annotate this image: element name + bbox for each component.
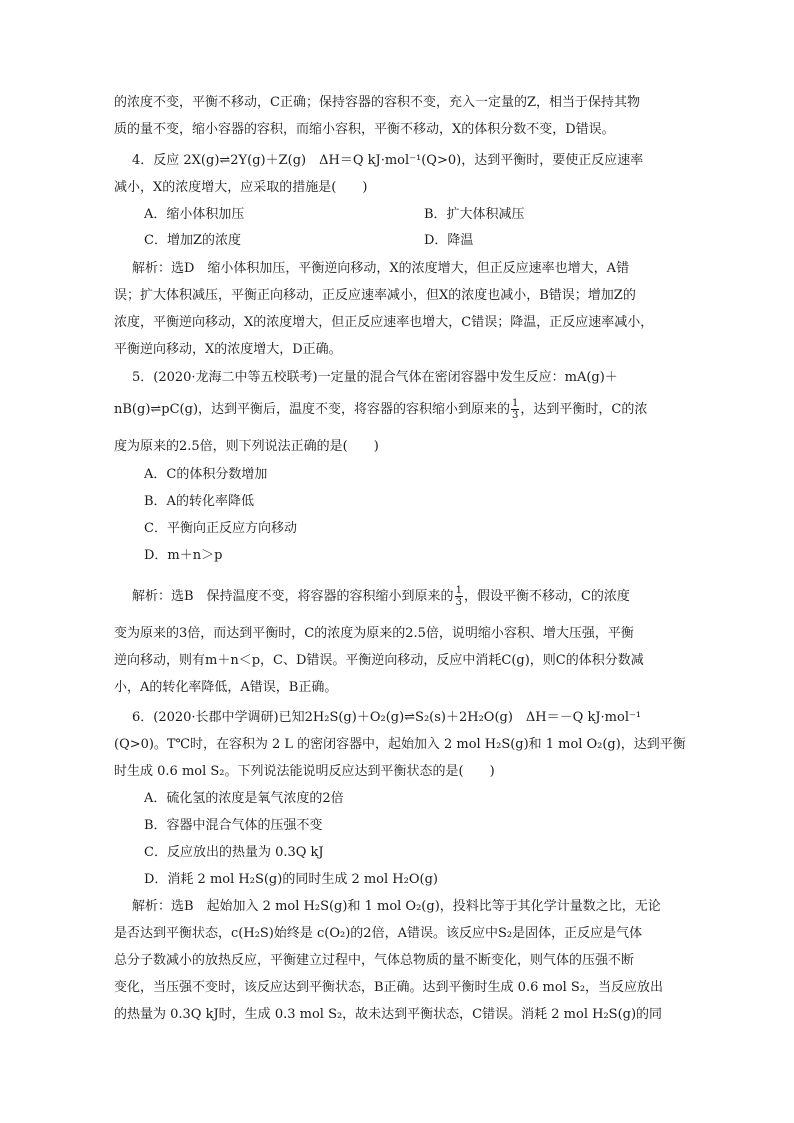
q6-analysis-line-4: 变化，当压强不变时，该反应达到平衡状态，B正确。达到平衡时生成 0.6 mol S₂，当反应放出 xyxy=(114,980,664,995)
q5-analysis-line-4: 小，A的转化率降低，A错误，B正确。 xyxy=(114,680,338,695)
q4-analysis-line-3: 浓度，平衡逆向移动，X的浓度增大，但正反应速率也增大，C错误；降温，正反应速率减小， xyxy=(114,315,654,330)
q6-analysis-line-1: 解析：选B 起始加入 2 mol H₂S(g)和 1 mol O₂(g)，投料比等于其化学计量数之比，无论 xyxy=(132,899,661,914)
q5-option-a: A．C的体积分数增加 xyxy=(144,467,268,482)
q4-option-a: A．缩小体积加压 xyxy=(144,207,245,222)
q6-analysis-line-3: 总分子数减小的放热反应，平衡建立过程中，气体总物质的量不断变化，则气体的压强不断 xyxy=(114,953,635,968)
fraction-one-third: $\frac{1}{3}$ xyxy=(512,398,519,421)
q4-analysis-line-4: 平衡逆向移动，X的浓度增大，D正确。 xyxy=(114,342,342,357)
fraction-one-third-analysis: $\frac{1}{3}$ xyxy=(455,585,462,608)
q5-analysis-line-1-tail: ，假设平衡不移动，C的浓度 xyxy=(463,589,630,604)
q6-stem-line-2: (Q>0)。T℃时，在容积为 2 L 的密闭容器中，起始加入 2 mol H₂S(g)和 1 mol O₂(g)，达到平衡 xyxy=(114,737,686,752)
q5-option-d: D．m＋n＞p xyxy=(144,548,223,563)
q4-option-d: D．降温 xyxy=(424,233,474,248)
q6-option-c: C．反应放出的热量为 0.3Q kJ xyxy=(144,845,324,860)
q5-stem-line-2 xyxy=(114,398,647,421)
q4-analysis-line-1: 解析：选D 缩小体积加压，平衡逆向移动，X的浓度增大，但正反应速率也增大，A错 xyxy=(132,261,630,276)
intro-line-2: 质的量不变，缩小容器的容积，而缩小容积，平衡不移动，X的体积分数不变，D错误。 xyxy=(114,122,615,137)
q6-stem-line-3: 时生成 0.6 mol S₂。下列说法能说明反应达到平衡状态的是( ) xyxy=(114,764,495,779)
q5-stem-line-1: 5．(2020·龙海二中等五校联考)一定量的混合气体在密闭容器中发生反应：mA(g)＋ xyxy=(132,370,618,385)
q6-option-b: B．容器中混合气体的压强不变 xyxy=(144,818,323,833)
q5-analysis-line-1 xyxy=(132,585,630,608)
q5-stem-line-2-tail: ，达到平衡时，C的浓 xyxy=(520,402,648,417)
q6-stem-line-1: 6．(2020·长郡中学调研)已知2H₂S(g)＋O₂(g)⇌S₂(s)＋2H₂O(g) ΔH＝－Q kJ·mol⁻¹ xyxy=(132,710,642,725)
intro-line-1: 的浓度不变，平衡不移动，C正确；保持容器的容积不变，充入一定量的Z，相当于保持其物 xyxy=(114,95,640,110)
q5-option-c: C．平衡向正反应方向移动 xyxy=(144,521,297,536)
q4-stem-line-1: 4．反应 2X(g)⇌2Y(g)＋Z(g) ΔH＝Q kJ·mol⁻¹(Q>0)，达到平衡时，要使正反应速率 xyxy=(132,153,644,168)
q4-analysis-line-2: 误；扩大体积减压，平衡正向移动，正反应速率减小，但X的浓度也减小，B错误；增加Z的 xyxy=(114,288,636,303)
q5-option-b: B．A的转化率降低 xyxy=(144,494,254,509)
q5-stem-line-2-text: nB(g)⇌pC(g)，达到平衡后，温度不变，将容器的容积缩小到原来的 xyxy=(114,402,511,417)
q4-option-b: B．扩大体积减压 xyxy=(424,207,525,222)
q5-analysis-line-2: 变为原来的3倍，而达到平衡时，C的浓度为原来的2.5倍，说明缩小容积、增大压强，平衡 xyxy=(114,626,634,641)
q6-analysis-line-5: 的热量为 0.3Q kJ时，生成 0.3 mol S₂，故未达到平衡状态，C错误。消耗 2 mol H₂S(g)的同 xyxy=(114,1007,663,1022)
q5-stem-line-3: 度为原来的2.5倍，则下列说法正确的是( ) xyxy=(114,439,379,454)
q6-option-d: D．消耗 2 mol H₂S(g)的同时生成 2 mol H₂O(g) xyxy=(144,872,438,887)
q4-stem-line-2: 减小，X的浓度增大，应采取的措施是( ) xyxy=(114,180,368,195)
q4-option-c: C．增加Z的浓度 xyxy=(144,233,241,248)
q6-analysis-line-2: 是否达到平衡状态，c(H₂S)始终是 c(O₂)的2倍，A错误。该反应中S₂是固体，正反应是气体 xyxy=(114,926,643,941)
q5-analysis-line-3: 逆向移动，则有m＋n＜p，C、D错误。平衡逆向移动，反应中消耗C(g)，则C的体积分数减 xyxy=(114,653,644,668)
q5-analysis-line-1-text: 解析：选B 保持温度不变，将容器的容积缩小到原来的 xyxy=(132,589,454,604)
q6-option-a: A．硫化氢的浓度是氧气浓度的2倍 xyxy=(144,791,344,806)
